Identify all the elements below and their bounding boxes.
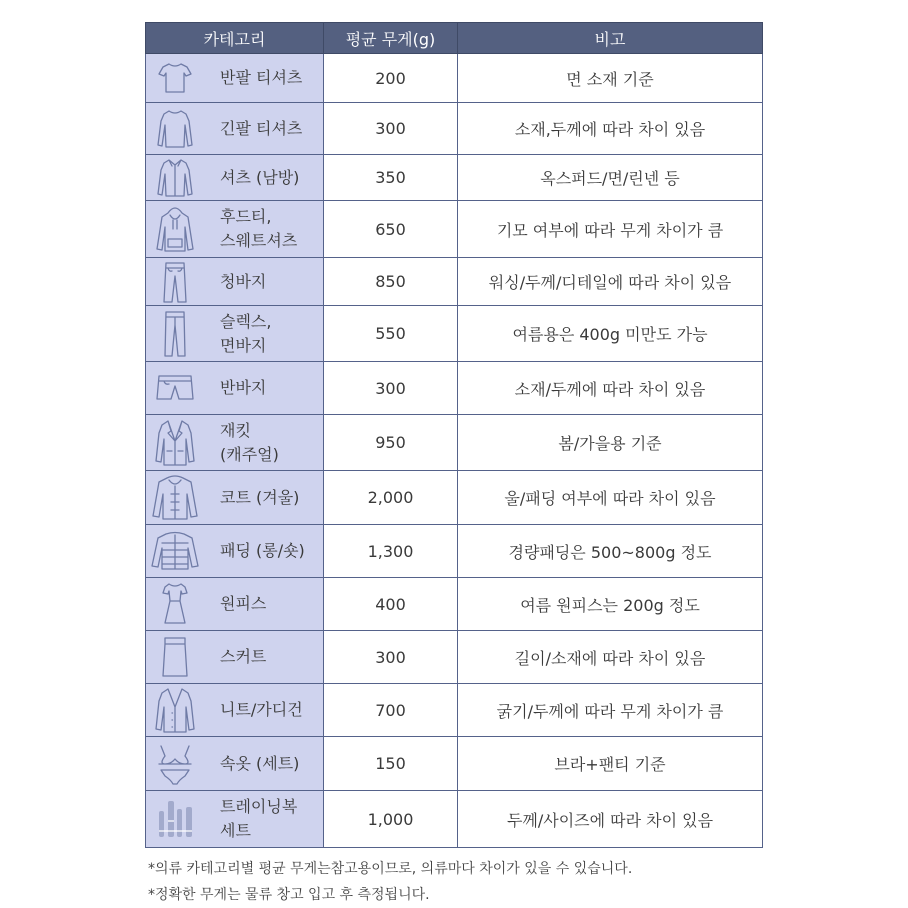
table-row [146,362,763,415]
note-cell: 소재/두께에 따라 차이 있음 [458,362,763,415]
table-row [146,54,763,103]
category-label: 코트 (겨울) [220,487,300,507]
weight-cell: 2,000 [324,471,458,525]
note-cell: 경량패딩은 500~800g 정도 [458,525,763,578]
jeans-icon [146,260,204,304]
note-cell: 기모 여부에 따라 무게 차이가 큼 [458,201,763,258]
category-cell [146,578,324,631]
header-note: 비고 [458,23,763,54]
table-row [146,306,763,362]
category-cell [146,258,324,306]
category-label: 슬렉스, 면바지 [220,311,272,355]
table-row [146,155,763,201]
category-cell [146,631,324,684]
weight-cell: 950 [324,415,458,471]
weight-cell: 400 [324,578,458,631]
note-cell: 면 소재 기준 [458,54,763,103]
category-cell [146,684,324,737]
category-cell [146,362,324,415]
weight-cell: 200 [324,54,458,103]
table-row [146,471,763,525]
skirt-icon [146,635,204,679]
slacks-icon [146,309,204,359]
category-label: 트레이닝복 세트 [220,797,298,840]
note-cell: 굵기/두께에 따라 무게 차이가 큼 [458,684,763,737]
category-cell [146,737,324,791]
category-cell [146,155,324,201]
category-label: 니트/가디건 [220,700,303,719]
category-cell [146,54,324,103]
weight-cell: 1,000 [324,791,458,848]
tracksuit-icon [146,797,204,841]
table-header-row [146,23,763,54]
weight-cell: 300 [324,103,458,155]
padding-icon [146,530,204,572]
table-row [146,103,763,155]
shirt-icon [146,156,204,200]
table-row [146,258,763,306]
note-cell: 여름용은 400g 미만도 가능 [458,306,763,362]
table-row [146,791,763,848]
table-row [146,525,763,578]
weight-cell: 550 [324,306,458,362]
weight-cell: 350 [324,155,458,201]
weight-cell: 650 [324,201,458,258]
table-row [146,415,763,471]
footnotes [148,856,632,908]
category-cell [146,201,324,258]
clothing-weight-table [145,22,763,848]
coat-icon [146,474,204,522]
shorts-icon [146,372,204,404]
category-cell [146,415,324,471]
category-label: 원피스 [220,594,267,613]
category-label: 반바지 [220,378,267,397]
cardigan-icon [146,685,204,735]
category-label: 청바지 [220,271,267,291]
weight-cell: 1,300 [324,525,458,578]
header-category: 카테고리 [146,23,324,54]
category-label: 셔츠 (남방) [220,167,300,187]
category-cell [146,306,324,362]
note-cell: 워싱/두께/디테일에 따라 차이 있음 [458,258,763,306]
note-cell: 브라+팬티 기준 [458,737,763,791]
category-label: 패딩 (롱/숏) [220,541,305,560]
category-cell [146,103,324,155]
note-cell: 옥스퍼드/면/린넨 등 [458,155,763,201]
tshirt-icon [146,58,204,98]
weight-cell: 300 [324,631,458,684]
category-label: 속옷 (세트) [220,753,300,773]
underwear-icon [146,742,204,786]
jacket-icon [146,417,204,469]
category-label: 재킷 (캐주얼) [220,420,279,464]
long-sleeve-tshirt-icon [146,107,204,151]
category-cell [146,525,324,578]
note-cell: 두께/사이즈에 따라 차이 있음 [458,791,763,848]
category-label: 후드티, 스웨트셔츠 [220,207,298,250]
table-row [146,684,763,737]
weight-cell: 850 [324,258,458,306]
footnote-measurement: *정확한 무게는 물류 창고 입고 후 측정됩니다. [148,887,430,903]
weight-cell: 150 [324,737,458,791]
category-cell [146,791,324,848]
note-cell: 소재,두께에 따라 차이 있음 [458,103,763,155]
table-row [146,201,763,258]
table-row [146,578,763,631]
table-row [146,737,763,791]
header-weight: 평균 무게(g) [324,23,458,54]
category-label: 스커트 [220,647,267,666]
category-label: 긴팔 티셔츠 [220,118,303,138]
note-cell: 여름 원피스는 200g 정도 [458,578,763,631]
category-cell [146,471,324,525]
weight-cell: 300 [324,362,458,415]
note-cell: 울/패딩 여부에 따라 차이 있음 [458,471,763,525]
note-cell: 길이/소재에 따라 차이 있음 [458,631,763,684]
dress-icon [146,581,204,627]
table-row [146,631,763,684]
hoodie-icon [146,203,204,255]
footnote-reference: *의류 카테고리별 평균 무게는참고용이므로, 의류마다 차이가 있을 수 있습니다. [148,861,633,877]
category-label: 반팔 티셔츠 [220,68,303,87]
note-cell: 봄/가을용 기준 [458,415,763,471]
weight-cell: 700 [324,684,458,737]
